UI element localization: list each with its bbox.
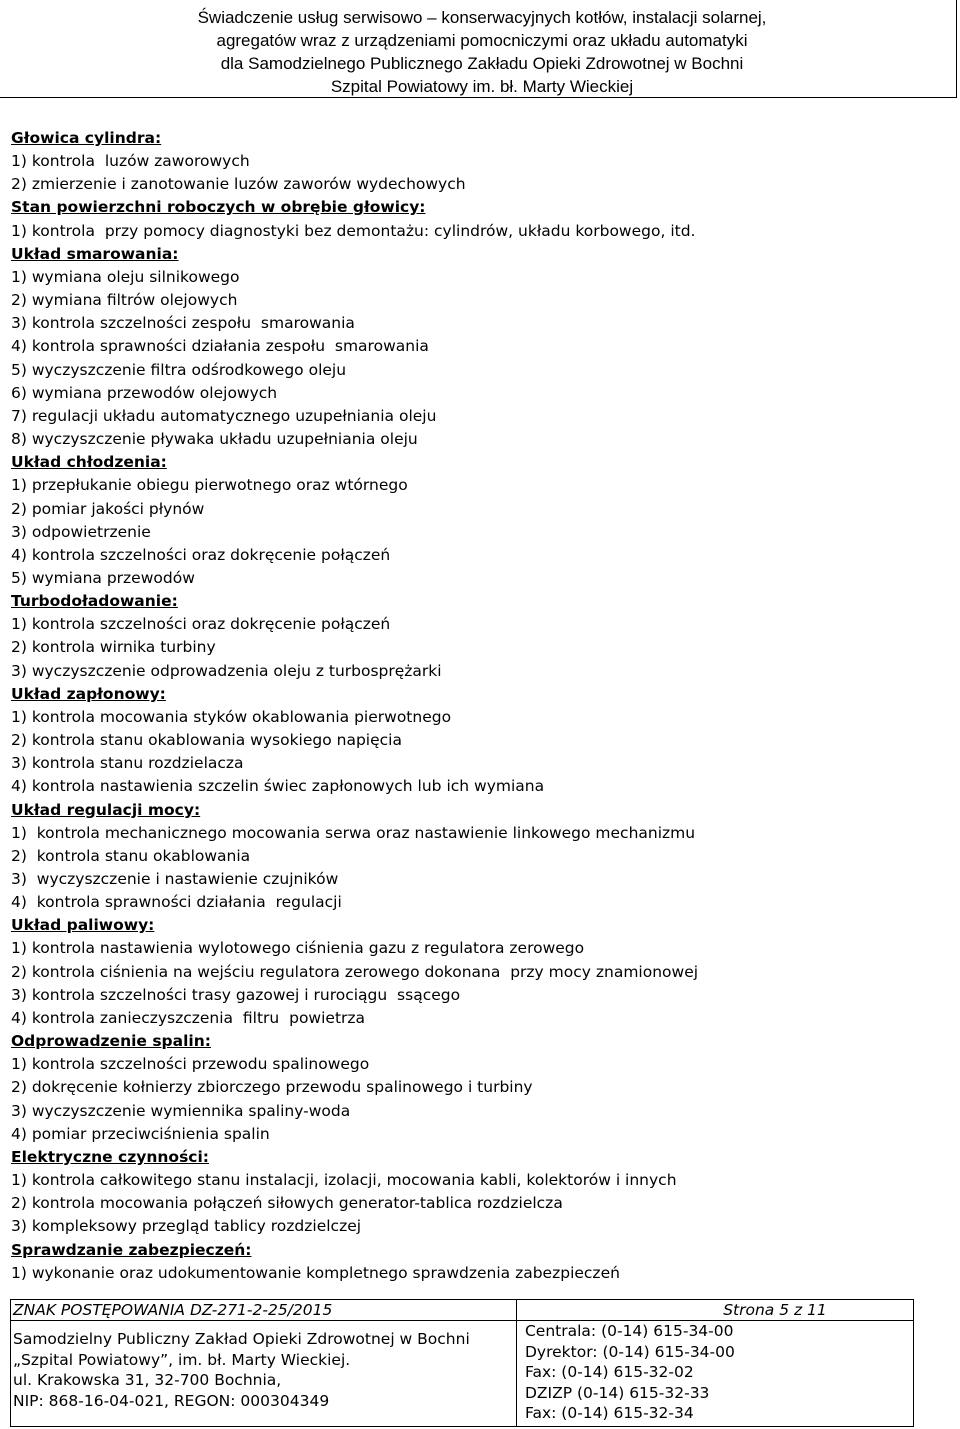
- list-item: 5) wymiana przewodów: [11, 568, 195, 587]
- document-body: [11, 127, 951, 1285]
- address-line: Samodzielny Publiczny Zakład Opieki Zdrowotnej w Bochni: [13, 1330, 470, 1348]
- contact-info: [516, 1321, 913, 1427]
- contact-line: Fax: (0-14) 615-32-34: [524, 1404, 694, 1422]
- address-line: NIP: 868-16-04-021, REGON: 000304349: [13, 1391, 330, 1410]
- address-line: „Szpital Powiatowy”, im. bł. Marty Wieckiej.: [13, 1350, 351, 1369]
- document-header: [0, 0, 957, 98]
- list-item: 2) kontrola wirnika turbiny: [11, 638, 216, 657]
- list-item: 2) zmierzenie i zanotowanie luzów zaworów wydechowych: [11, 175, 466, 194]
- list-item: 1) kontrola całkowitego stanu instalacji, izolacji, mocowania kabli, kolektorów i innych: [11, 1171, 677, 1190]
- list-item: 3) odpowietrzenie: [11, 522, 151, 541]
- list-item: 4) kontrola szczelności oraz dokręcenie połączeń: [11, 545, 391, 564]
- list-item: 4) kontrola sprawności działania regulacji: [11, 893, 342, 912]
- section-title: Głowica cylindra:: [11, 129, 162, 147]
- list-item: 8) wyczyszczenie pływaka układu uzupełniania oleju: [11, 430, 418, 449]
- list-item: 1) kontrola nastawienia wylotowego ciśnienia gazu z regulatora zerowego: [11, 939, 585, 958]
- list-item: 2) kontrola mocowania połączeń siłowych generator-tablica rozdzielcza: [11, 1194, 563, 1213]
- list-item: 3) kontrola szczelności zespołu smarowania: [11, 314, 355, 333]
- list-item: 2) wymiana filtrów olejowych: [11, 291, 238, 310]
- list-item: 3) kontrola stanu rozdzielacza: [11, 754, 244, 773]
- list-item: 4) pomiar przeciwciśnienia spalin: [11, 1124, 270, 1143]
- header-line: Szpital Powiatowy im. bł. Marty Wieckiej: [330, 77, 634, 96]
- list-item: 4) kontrola zanieczyszczenia filtru powietrza: [11, 1008, 366, 1027]
- list-item: 1) kontrola mechanicznego mocowania serwa oraz nastawienie linkowego mechanizmu: [11, 823, 696, 842]
- list-item: 3) wyczyszczenie wymiennika spaliny-woda: [11, 1101, 351, 1120]
- list-item: 2) kontrola stanu okablowania: [11, 846, 251, 865]
- contact-line: Dyrektor: (0-14) 615-34-00: [524, 1342, 735, 1361]
- list-item: 1) wykonanie oraz udokumentowanie kompletnego sprawdzenia zabezpieczeń: [11, 1263, 620, 1282]
- header-line: Świadczenie usług serwisowo – konserwacyjnych kotłów, instalacji solarnej,: [197, 8, 767, 27]
- list-item: 7) regulacji układu automatycznego uzupełniania oleju: [11, 406, 437, 425]
- contact-line: DZIZP (0-14) 615-32-33: [524, 1383, 710, 1402]
- list-item: 2) dokręcenie kołnierzy zbiorczego przewodu spalinowego i turbiny: [11, 1078, 533, 1097]
- section-title: Układ paliwowy:: [11, 916, 155, 935]
- section-title: Elektryczne czynności:: [11, 1147, 209, 1166]
- contact-line: Fax: (0-14) 615-32-02: [524, 1363, 694, 1381]
- list-item: 3) wyczyszczenie i nastawienie czujników: [11, 870, 339, 888]
- list-item: 1) kontrola przy pomocy diagnostyki bez demontażu: cylindrów, układu korbowego, itd.: [11, 221, 696, 240]
- section-title: Odprowadzenie spalin:: [11, 1032, 211, 1051]
- header-line: dla Samodzielnego Publicznego Zakładu Opieki Zdrowotnej w Bochni: [220, 54, 744, 73]
- page-number: Strona 5 z 11: [516, 1300, 913, 1321]
- institution-address: [11, 1321, 517, 1427]
- list-item: 1) kontrola luzów zaworowych: [11, 152, 250, 171]
- list-item: 1) przepłukanie obiegu pierwotnego oraz wtórnego: [11, 476, 408, 495]
- section-title: Turbodoładowanie:: [11, 592, 178, 611]
- list-item: 3) kompleksowy przegląd tablicy rozdzielczej: [11, 1217, 362, 1236]
- list-item: 4) kontrola sprawności działania zespołu smarowania: [11, 337, 429, 356]
- list-item: 1) wymiana oleju silnikowego: [11, 267, 240, 286]
- list-item: 3) wyczyszczenie odprowadzenia oleju z turbosprężarki: [11, 661, 442, 680]
- list-item: 1) kontrola mocowania styków okablowania pierwotnego: [11, 707, 452, 726]
- list-item: 1) kontrola szczelności przewodu spalinowego: [11, 1055, 370, 1074]
- section-title: Układ chłodzenia:: [11, 453, 167, 472]
- document-footer: [10, 1299, 914, 1427]
- list-item: 3) kontrola szczelności trasy gazowej i rurociągu ssącego: [11, 985, 461, 1004]
- header-line: agregatów wraz z urządzeniami pomocniczymi oraz układu automatyki: [216, 31, 748, 50]
- list-item: 1) kontrola szczelności oraz dokręcenie połączeń: [11, 615, 391, 634]
- list-item: 6) wymiana przewodów olejowych: [11, 383, 278, 402]
- section-title: Układ smarowania:: [11, 244, 179, 263]
- list-item: 4) kontrola nastawienia szczelin świec zapłonowych lub ich wymiana: [11, 777, 545, 796]
- section-title: Stan powierzchni roboczych w obrębie głowicy:: [11, 198, 426, 217]
- reference-number: ZNAK POSTĘPOWANIA DZ-271-2-25/2015: [11, 1300, 517, 1321]
- list-item: 2) kontrola stanu okablowania wysokiego napięcia: [11, 731, 402, 750]
- section-title: Sprawdzanie zabezpieczeń:: [11, 1240, 252, 1259]
- list-item: 2) kontrola ciśnienia na wejściu regulatora zerowego dokonana przy mocy znamionowej: [11, 962, 699, 981]
- list-item: 5) wyczyszczenie filtra odśrodkowego oleju: [11, 360, 347, 379]
- section-title: Układ regulacji mocy:: [11, 800, 201, 819]
- list-item: 2) pomiar jakości płynów: [11, 499, 205, 518]
- address-line: ul. Krakowska 31, 32-700 Bochnia,: [13, 1371, 282, 1389]
- section-title: Układ zapłonowy:: [11, 684, 166, 703]
- contact-line: Centrala: (0-14) 615-34-00: [524, 1322, 734, 1340]
